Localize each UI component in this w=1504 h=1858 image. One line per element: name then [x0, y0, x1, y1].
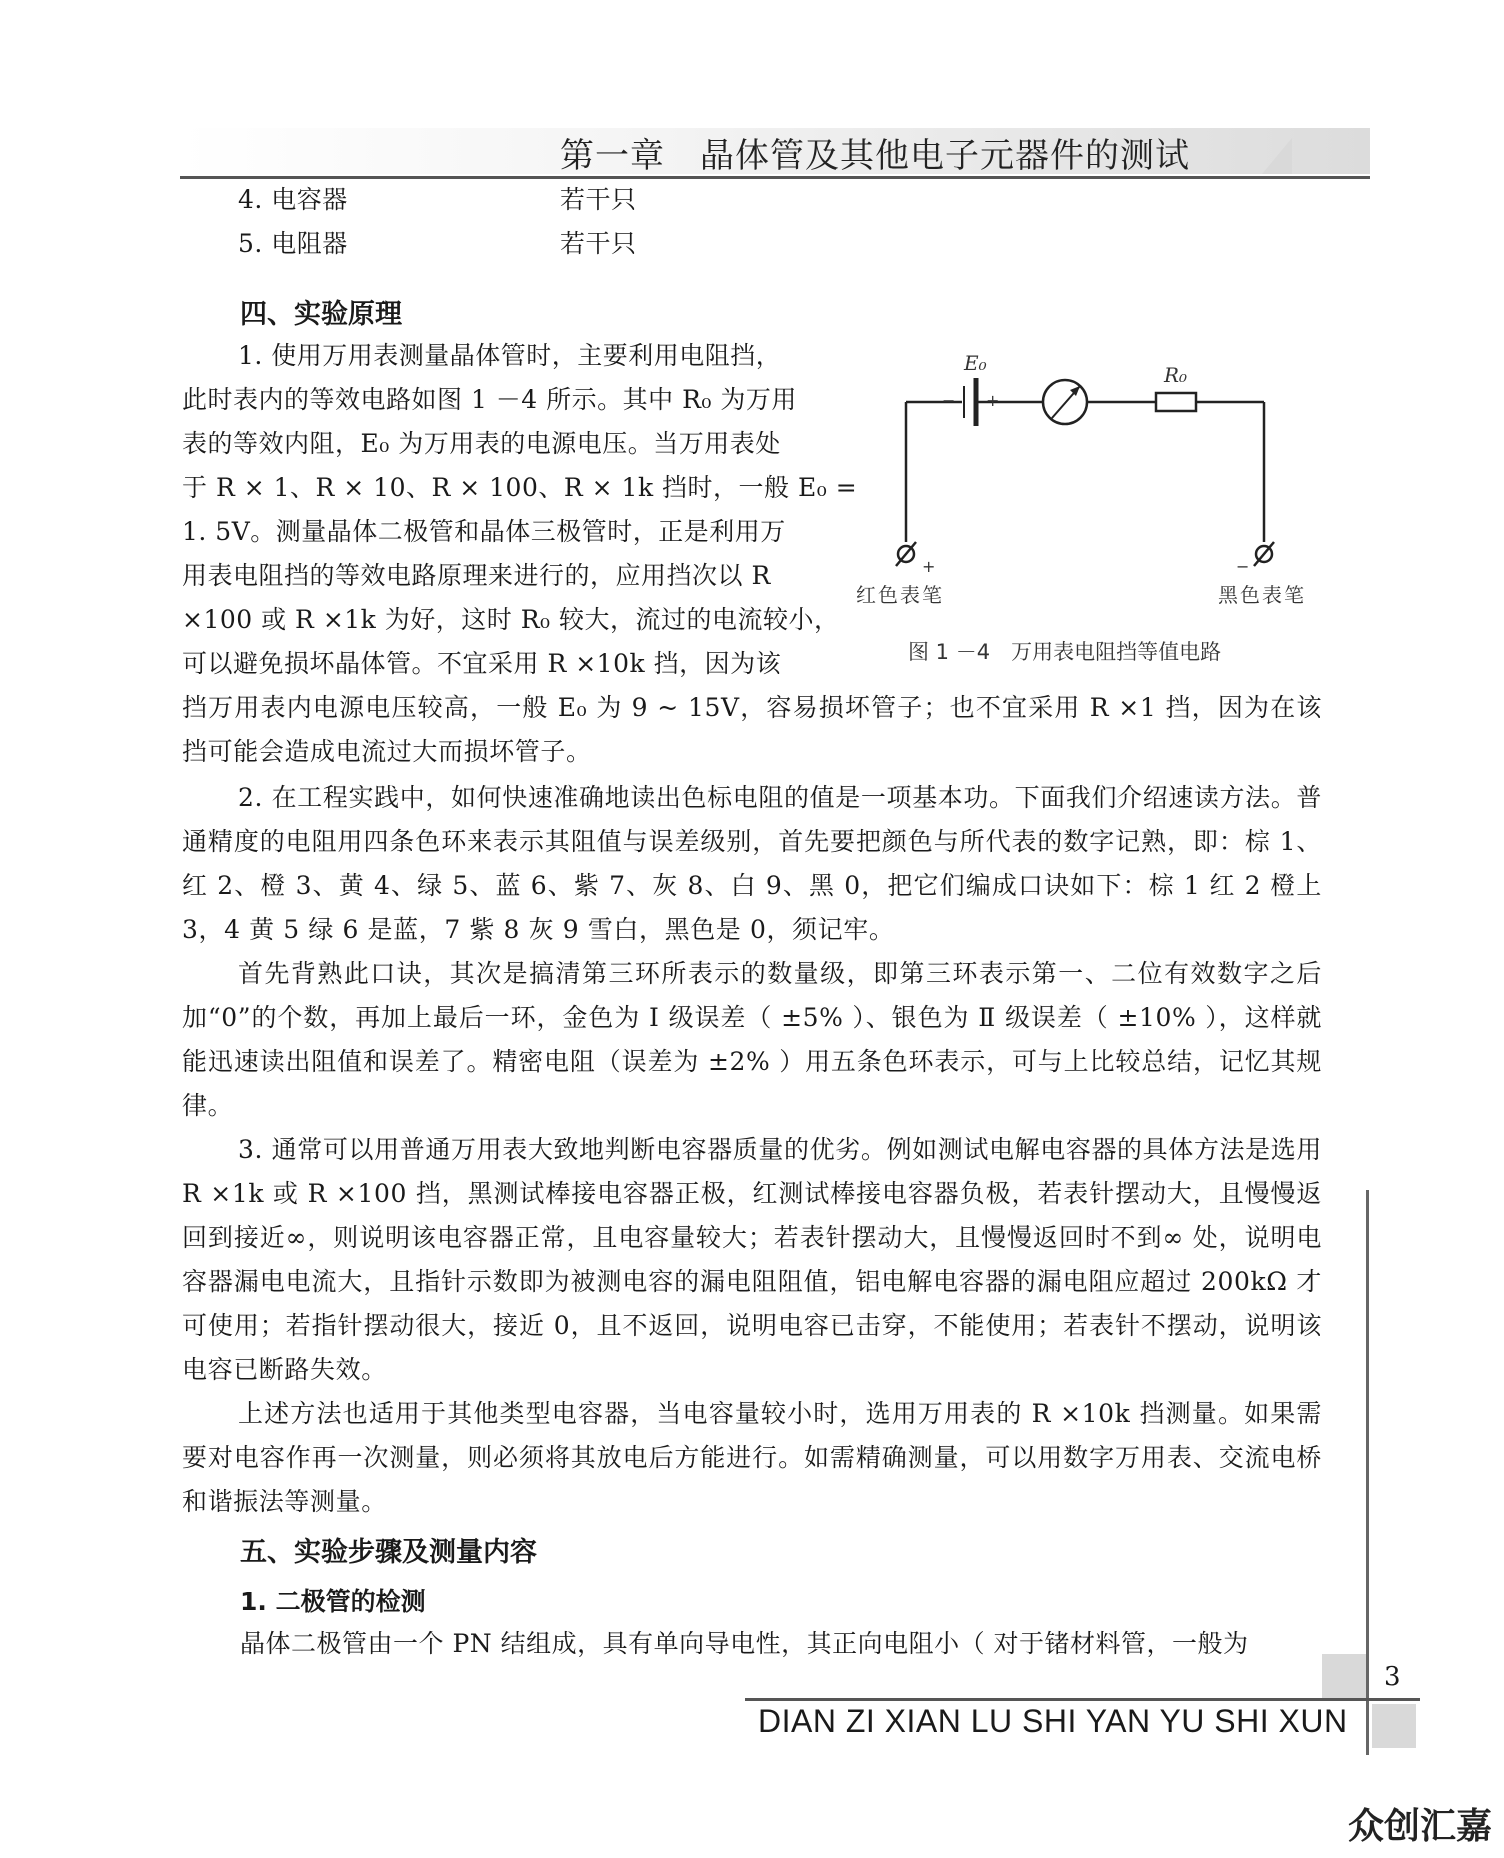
- chapter-title: 第一章 晶体管及其他电子元器件的测试: [560, 136, 1190, 176]
- text-line: 可以避免损坏晶体管。不宜采用 R ×10k 挡，因为该: [182, 649, 782, 678]
- text-line: 晶体二极管由一个 PN 结组成，具有单向导电性，其正向电阻小（ 对于锗材料管，一般为: [240, 1629, 1249, 1658]
- side-rule: [1366, 1190, 1369, 1755]
- black-probe-label: 黑色表笔: [1218, 583, 1306, 607]
- resistor-icon: [1156, 393, 1196, 411]
- battery-minus-sign: −: [942, 391, 956, 410]
- footer-rule: [745, 1698, 1420, 1701]
- figure-caption: 图 1 －4 万用表电阻挡等值电路: [908, 640, 1222, 664]
- text-line: 用表电阻挡的等效电路原理来进行的，应用挡次以 R: [182, 561, 771, 590]
- header-tab-decoration: [1262, 138, 1292, 174]
- text-line: 于 R × 1、R × 10、R × 100、R × 1k 挡时，一般 E₀ =: [182, 473, 858, 502]
- series-title: DIAN ZI XIAN LU SHI YAN YU SHI XUN: [758, 1703, 1348, 1739]
- section-heading: 五、实验步骤及测量内容: [240, 1537, 537, 1568]
- text-line: 1. 使用万用表测量晶体管时，主要利用电阻挡，: [238, 341, 782, 370]
- battery-label: E₀: [964, 351, 987, 375]
- text-line: ×100 或 R ×1k 为好，这时 R₀ 较大，流过的电流较小，: [182, 605, 840, 634]
- text-line: 1. 5V。测量晶体二极管和晶体三极管时，正是利用万: [182, 517, 786, 546]
- paragraph: 挡万用表内电源电压较高，一般 E₀ 为 9 ~ 15V，容易损坏管子；也不宜采用 R ×1 挡，因为在该挡可能会造成电流过大而损坏管子。: [182, 693, 1322, 766]
- section-heading: 四、实验原理: [240, 299, 402, 330]
- corner-box: [1322, 1654, 1366, 1698]
- paragraph: 首先背熟此口诀，其次是搞清第三环所表示的数量级，即第三环表示第一、二位有效数字之后加“0”的个数，再加上最后一环，金色为 Ⅰ 级误差（ ±5% ）、银色为 Ⅱ 级误差（ ±10% ），这样就能迅速读出阻值和误差了。精密电阻（误差为 ±2% ）用五条色环表示，可与上比较总结，记忆其规律。: [182, 959, 1322, 1120]
- header-rule: [180, 176, 1370, 179]
- watermark: 众创汇嘉: [1348, 1806, 1493, 1847]
- material-item-qty: 若干只: [560, 229, 637, 258]
- red-terminal-plus-sign: +: [922, 557, 936, 576]
- paragraph: 上述方法也适用于其他类型电容器，当电容量较小时，选用万用表的 R ×10k 挡测量。如果需要对电容作再一次测量，则必须将其放电后方能进行。如需精确测量，可以用数字万用表、交流电桥和谐振法等测量。: [182, 1399, 1322, 1516]
- material-item-qty: 若干只: [560, 185, 637, 214]
- circuit-diagram: [852, 340, 1342, 610]
- red-probe-label: 红色表笔: [856, 583, 944, 607]
- text-line: 此时表内的等效电路如图 1 －4 所示。其中 R₀ 为万用: [182, 385, 797, 414]
- battery-plus-sign: +: [986, 391, 1000, 410]
- material-item-name: 4. 电容器: [238, 185, 348, 214]
- subsection-heading: 1. 二极管的检测: [240, 1587, 426, 1616]
- resistor-label: R₀: [1164, 363, 1188, 387]
- corner-box: [1372, 1704, 1416, 1748]
- paragraph: 3. 通常可以用普通万用表大致地判断电容器质量的优劣。例如测试电解电容器的具体方法是选用 R ×1k 或 R ×100 挡，黑测试棒接电容器正极，红测试棒接电容器负极，若表针摆动大，且慢慢返回到接近∞，则说明该电容器正常，且电容量较大；若表针摆动大，且慢慢返回时不到∞ 处，说明电容器漏电电流大，且指针示数即为被测电容的漏电阻阻值，铝电解电容器的漏电阻应超过 200kΩ 才可使用；若指针摆动很大，接近 0，且不返回，说明电容已击穿，不能使用；若表针不摆动，说明该电容已断路失效。: [182, 1135, 1322, 1384]
- text-line: 表的等效内阻，E₀ 为万用表的电源电压。当万用表处: [182, 429, 781, 458]
- paragraph: 2. 在工程实践中，如何快速准确地读出色标电阻的值是一项基本功。下面我们介绍速读方法。普通精度的电阻用四条色环来表示其阻值与误差级别，首先要把颜色与所代表的数字记熟，即：棕 1、红 2、橙 3、黄 4、绿 5、蓝 6、紫 7、灰 8、白 9、黑 0，把它们编成口诀如下：棕 1 红 2 橙上 3，4 黄 5 绿 6 是蓝，7 紫 8 灰 9 雪白，黑色是 0，须记牢。: [182, 783, 1322, 944]
- page-number: 3: [1384, 1662, 1401, 1692]
- black-terminal-minus-sign: −: [1236, 557, 1250, 576]
- material-item-name: 5. 电阻器: [238, 229, 348, 258]
